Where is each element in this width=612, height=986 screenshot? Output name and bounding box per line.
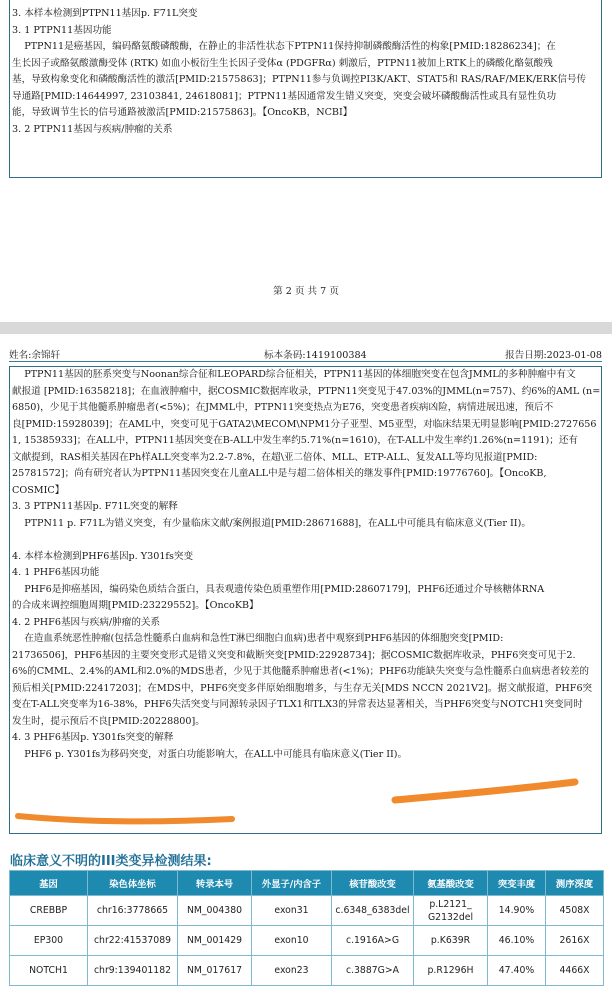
body-line: 变在T-ALL突变率为16-38%，PHF6失活突变与同源转录因子TLX1和TLX3的异常表达显著相关，当PHF6突变与NOTCH1突变同时 bbox=[12, 699, 583, 710]
table-cell: exon31 bbox=[252, 896, 332, 926]
table-cell: 4508X bbox=[546, 896, 604, 926]
page-separator bbox=[0, 322, 612, 334]
patient-name: 姓名:余锦轩 bbox=[9, 350, 61, 361]
column-header: 突变丰度 bbox=[488, 871, 546, 896]
column-header: 测序深度 bbox=[546, 871, 604, 896]
table-cell: CREBBP bbox=[10, 896, 88, 926]
body-line: 3. 3 PTPN11基因p. F71L突变的解释 bbox=[12, 501, 178, 512]
table-cell: p.K639R bbox=[414, 926, 488, 956]
table-cell: 14.90% bbox=[488, 896, 546, 926]
table-cell: c.3887G>A bbox=[332, 956, 414, 986]
table-cell: 2616X bbox=[546, 926, 604, 956]
column-header: 染色体坐标 bbox=[88, 871, 178, 896]
subsection-heading-3-2: 3. 2 PTPN11基因与疾病/肿瘤的关系 bbox=[12, 123, 173, 135]
table-cell: NM_017617 bbox=[178, 956, 252, 986]
table-cell: c.1916A>G bbox=[332, 926, 414, 956]
table-cell: exon23 bbox=[252, 956, 332, 986]
body-line: PHF6 p. Y301fs为移码突变，对蛋白功能影响大，在ALL中可能具有临床意义(Tier II)。 bbox=[12, 748, 408, 760]
specimen-barcode: 标本条码:1419100384 bbox=[264, 350, 367, 361]
body-text bbox=[12, 367, 601, 763]
report-date: 报告日期:2023-01-08 bbox=[505, 350, 602, 361]
body-line: 文献提到，RAS相关基因在Ph样ALL突变率为2.2-7.8%，在超\亚二倍体、MLL、ETP-ALL、复发ALL等均见报道[PMID: bbox=[12, 451, 538, 463]
column-header: 核苷酸改变 bbox=[332, 871, 414, 896]
body-line: 21736506]，PHF6基因的主要突变形式是错义突变和截断突变[PMID:22928734]；据COSMIC数据库收录，PHF6突变可见于2. bbox=[12, 649, 576, 661]
column-header: 基因 bbox=[10, 871, 88, 896]
table-cell: NOTCH1 bbox=[10, 956, 88, 986]
body-line: PTPN11 p. F71L为错义突变，有少量临床文献/案例报道[PMID:28671688]，在ALL中可能具有临床意义(Tier II)。 bbox=[12, 517, 531, 529]
paragraph-line: 基，导致构象变化和磷酸酶活性的激活[PMID:21575863]；PTPN11参与负调控PI3K/AKT、STAT5和 RAS/RAF/MEK/ERK信号传 bbox=[12, 74, 587, 85]
top-content-box bbox=[9, 0, 602, 178]
body-line: PHF6是抑癌基因，编码染色质结合蛋白，具表观遗传染色质重塑作用[PMID:28607179]，PHF6还通过介导核糖体RNA bbox=[12, 583, 545, 595]
paragraph-line: 能，导致调节生长的信号通路被激活[PMID:21575863]。【OncoKB，NCBI】 bbox=[12, 107, 353, 118]
table-cell: exon10 bbox=[252, 926, 332, 956]
table-cell: chr16:3778665 bbox=[88, 896, 178, 926]
body-line: 在造血系统恶性肿瘤(包括急性髓系白血病和急性T淋巴细胞白血病)患者中观察到PHF6基因的体细胞突变[PMID: bbox=[12, 633, 504, 644]
column-header: 转录本号 bbox=[178, 871, 252, 896]
paragraph-line: PTPN11是癌基因，编码酪氨酸磷酸酶，在静止的非活性状态下PTPN11保持抑制磷酸酶活性的构象[PMID:18286234]；在 bbox=[12, 41, 556, 52]
patient-info-bar bbox=[9, 345, 602, 362]
subsection-heading-3-1: 3. 1 PTPN11基因功能 bbox=[12, 24, 112, 36]
table-cell: chr22:41537089 bbox=[88, 926, 178, 956]
table-row bbox=[10, 926, 604, 956]
body-line: 25781572]；尚有研究者认为PTPN11基因突变在儿童ALL中是与超二倍体相关的继发事件[PMID:19776760]。【OncoKB, bbox=[12, 468, 547, 479]
table-body bbox=[10, 896, 604, 986]
section-title-tier3: 临床意义不明的III类变异检测结果: bbox=[10, 854, 212, 869]
table-cell: c.6348_6383del bbox=[332, 896, 414, 926]
body-line: 良[PMID:15928039]；在AML中，突变可见于GATA2\MECOM\NPM1分子亚型、M5亚型，对临床结果无明显影响[PMID:2727656 bbox=[12, 418, 597, 430]
body-line: PTPN11基因的胚系突变与Noonan综合征和LEOPARD综合征相关，PTPN11基因的体细胞突变在包含JMML的多种肿瘤中有文 bbox=[12, 369, 576, 380]
body-line: COSMIC】 bbox=[12, 484, 65, 496]
table-row bbox=[10, 956, 604, 986]
body-line: 4. 本样本检测到PHF6基因p. Y301fs突变 bbox=[12, 550, 194, 562]
table-cell: 46.10% bbox=[488, 926, 546, 956]
table-cell: NM_004380 bbox=[178, 896, 252, 926]
body-line: 6%的CMML、2.4%的AML和2.0%的MDS患者，少见于其他髓系肿瘤患者(<1%)；PHF6功能缺失突变与急性髓系白血病患者较差的 bbox=[12, 666, 590, 677]
body-line: 6850)，少见于其他髓系肿瘤患者(<5%)；在JMML中，PTPN11突变热点为E76，突变患者疾病凶险，病情进展迅速，预后不 bbox=[12, 402, 554, 413]
body-line: 4. 2 PHF6基因与疾病/肿瘤的关系 bbox=[12, 616, 161, 628]
body-line bbox=[12, 532, 601, 549]
column-header: 氨基酸改变 bbox=[414, 871, 488, 896]
column-header: 外显子/内含子 bbox=[252, 871, 332, 896]
body-line: 的合成来调控细胞周期[PMID:23229552]。【OncoKB】 bbox=[12, 600, 259, 611]
paragraph-line: 导通路[PMID:14644997, 23103841, 24618081]；PTPN11基因通常发生错义突变，突变会破坏磷酸酶活性或具有显性负功 bbox=[12, 90, 557, 102]
section-heading-3: 3. 本样本检测到PTPN11基因p. F71L突变 bbox=[12, 8, 198, 19]
table-cell: chr9:139401182 bbox=[88, 956, 178, 986]
body-line: 发生时，提示预后不良[PMID:20228800]。 bbox=[12, 715, 205, 727]
body-line: 1, 15385933]；在ALL中，PTPN11基因突变在B-ALL中发生率约5.71%(n=1610)，在T-ALL中发生率约1.26%(n=1191)；还有 bbox=[12, 435, 579, 446]
paragraph-line: 生长因子或酪氨酸激酶受体 (RTK) 如血小板衍生生长因子受体α (PDGFRα) 刺激后，PTPN11被加上RTK上的磷酸化酪氨酸残 bbox=[12, 57, 553, 69]
body-line: 预后相关[PMID:22417203]；在MDS中，PHF6突变多伴原始细胞增多，与生存无关[MDS NCCN 2021V2]。据文献报道，PHF6突 bbox=[12, 682, 593, 694]
variant-table bbox=[9, 870, 604, 986]
page-number: 第 2 页 共 7 页 bbox=[273, 286, 339, 297]
body-line: 4. 3 PHF6基因p. Y301fs突变的解释 bbox=[12, 732, 174, 743]
table-cell: p.L2121_ G2132del bbox=[414, 896, 488, 926]
main-content-box bbox=[9, 366, 602, 834]
table-cell: 4466X bbox=[546, 956, 604, 986]
table-cell: 47.40% bbox=[488, 956, 546, 986]
table-cell: EP300 bbox=[10, 926, 88, 956]
table-header-row bbox=[10, 871, 604, 896]
table-row bbox=[10, 896, 604, 926]
body-line: 4. 1 PHF6基因功能 bbox=[12, 567, 100, 578]
body-line: 献报道 [PMID:16358218]；在血液肿瘤中，据COSMIC数据库收录，PTPN11突变见于47.03%的JMML(n=757)、约6%的AML (n= bbox=[12, 385, 601, 397]
table-cell: NM_001429 bbox=[178, 926, 252, 956]
table-cell: p.R1296H bbox=[414, 956, 488, 986]
